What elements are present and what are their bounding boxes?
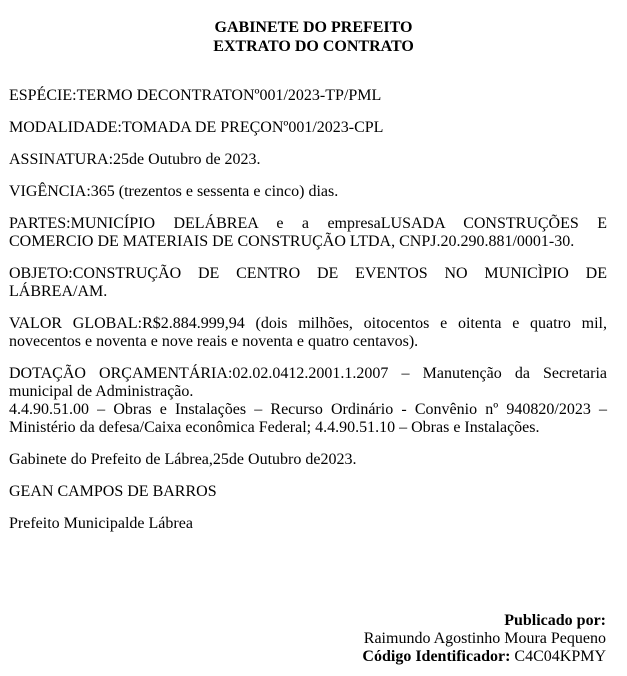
document-title: EXTRATO DO CONTRATO <box>213 38 414 55</box>
vigencia-line <box>9 183 607 201</box>
valor-paragraph <box>9 315 607 351</box>
identifier-line <box>362 648 606 666</box>
dotacao-label: DOTAÇÃO ORÇAMENTÁRIA: <box>9 365 233 382</box>
especie-line <box>9 87 607 105</box>
modalidade-value: TOMADA DE PREÇONº001/2023-CPL <box>121 119 384 136</box>
signatory-name: GEAN CAMPOS DE BARROS <box>9 483 217 500</box>
vigencia-value: 365 (trezentos e sessenta e cinco) dias. <box>90 183 339 200</box>
identifier-label: Código Identificador: <box>362 648 511 665</box>
publication-footer <box>362 612 606 666</box>
signatory-title: Prefeito Municipalde Lábrea <box>9 515 193 532</box>
partes-label: PARTES: <box>9 215 71 232</box>
document-header <box>20 18 607 56</box>
valor-label: VALOR GLOBAL: <box>9 315 143 332</box>
especie-value: TERMO DECONTRATONº001/2023-TP/PML <box>76 87 382 104</box>
vigencia-label: VIGÊNCIA: <box>9 183 91 200</box>
dotacao-value: 02.02.0412.2001.1.2007 – Manutenção da Secretaria municipal de Administração. <box>9 365 607 400</box>
objeto-value: CONSTRUÇÃO DE CENTRO DE EVENTOS NO MUNICÌPIO DE LÁBREA/AM. <box>9 265 607 300</box>
partes-value: MUNICÍPIO DELÁBREA e a empresaLUSADA CONSTRUÇÕES E COMERCIO DE MATERIAIS DE CONSTRUÇÃO LTDA, CNPJ.20.290.881/0001-30. <box>9 215 607 250</box>
dotacao-paragraph-continued: 4.4.90.51.00 – Obras e Instalações – Recurso Ordinário - Convênio nº 940820/2023 – Ministério da defesa/Caixa econômica Federal; 4.4.90.51.10 – Obras e Instalações. <box>9 401 607 436</box>
assinatura-label: ASSINATURA: <box>9 151 114 168</box>
publisher-name: Raimundo Agostinho Moura Pequeno <box>363 630 606 647</box>
objeto-label: OBJETO: <box>9 265 73 282</box>
assinatura-value: 25de Outubro de 2023. <box>113 151 261 168</box>
valor-value: R$2.884.999,94 (dois milhões, oitocentos e oitenta e quatro mil, novecentos e noventa e nove reais e noventa e quatro centavos). <box>9 315 607 350</box>
office-title: GABINETE DO PREFEITO <box>214 19 413 36</box>
especie-label: ESPÉCIE: <box>9 87 77 104</box>
modalidade-label: MODALIDADE: <box>9 119 122 136</box>
assinatura-line <box>9 151 607 169</box>
published-by-label: Publicado por: <box>504 612 606 629</box>
partes-paragraph <box>9 215 607 251</box>
place-date-line: Gabinete do Prefeito de Lábrea,25de Outubro de2023. <box>9 451 357 468</box>
dotacao-paragraph <box>9 365 607 401</box>
identifier-code: C4C04KPMY <box>514 648 606 665</box>
modalidade-line <box>9 119 607 137</box>
objeto-paragraph <box>9 265 607 301</box>
